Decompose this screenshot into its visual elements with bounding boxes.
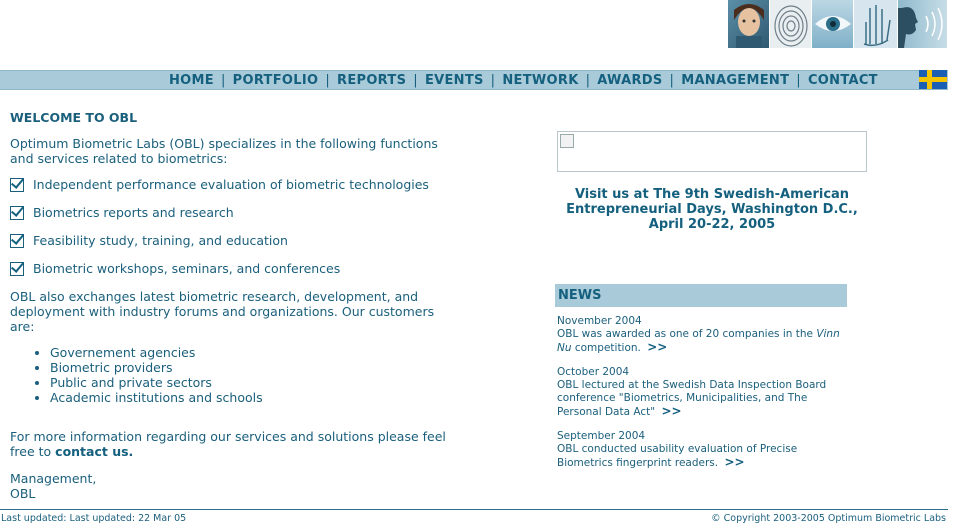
news-text: OBL lectured at the Swedish Data Inspection Board conference "Biometrics, Municipalities, and The Personal Data Act" >> [557, 379, 827, 418]
news-item [557, 430, 849, 470]
services-list [10, 177, 460, 276]
news-date: September 2004 [557, 430, 646, 442]
nav-separator: | [585, 73, 591, 88]
customers-list [10, 345, 460, 405]
service-item [10, 205, 460, 220]
eye-image [812, 0, 854, 48]
contact-us-link[interactable]: contact us. [55, 444, 134, 459]
customer-item: • Public and private sectors [50, 375, 460, 390]
signoff-line1: Management, [10, 471, 97, 486]
nav-separator: | [490, 73, 496, 88]
nav-separator: | [325, 73, 331, 88]
nav-events[interactable]: EVENTS [424, 73, 484, 88]
nav-management[interactable]: MANAGEMENT [681, 73, 790, 88]
more-info-text [10, 429, 460, 459]
news-list [557, 315, 849, 481]
news-item [557, 366, 849, 419]
checkbox-icon [10, 178, 24, 192]
service-item [10, 261, 460, 276]
customer-item: • Biometric providers [50, 360, 460, 375]
nav-reports[interactable]: REPORTS [337, 73, 407, 88]
event-announcement: Visit us at The 9th Swedish-American Entrepreneurial Days, Washington D.C., April 20-22, 2005 [566, 187, 858, 232]
voice-image [898, 0, 948, 48]
nav-awards[interactable]: AWARDS [597, 73, 663, 88]
footer-divider [0, 509, 948, 510]
service-item [10, 177, 460, 192]
fingerprint-image [770, 0, 812, 48]
service-label: Biometric workshops, seminars, and conferences [33, 261, 341, 276]
checkbox-icon [10, 234, 24, 248]
main-content [10, 110, 460, 501]
nav-separator: | [796, 73, 801, 88]
news-header: NEWS [555, 284, 847, 307]
page-title: WELCOME TO OBL [10, 110, 138, 125]
biometric-header-images [728, 0, 948, 48]
nav-separator: | [669, 73, 675, 88]
hand-image [854, 0, 898, 48]
main-nav-bar [0, 70, 948, 90]
news-text: OBL conducted usability evaluation of Precise Biometrics fingerprint readers. >> [557, 443, 798, 469]
news-date: October 2004 [557, 366, 630, 378]
nav-separator: | [413, 73, 418, 88]
news-more-link[interactable]: >> [724, 455, 745, 469]
nav-network[interactable]: NETWORK [502, 73, 579, 88]
broken-image-icon [560, 134, 574, 148]
last-updated: Last updated: Last updated: 22 Mar 05 [1, 513, 187, 524]
news-date: November 2004 [557, 315, 642, 327]
nav-portfolio[interactable]: PORTFOLIO [232, 73, 319, 88]
signoff-line2: OBL [10, 486, 36, 501]
nav-contact[interactable]: CONTACT [807, 73, 878, 88]
news-item [557, 315, 849, 355]
news-text: OBL was awarded as one of 20 companies in the Vinn Nu competition. >> [557, 328, 840, 354]
customer-item: • Governement agencies [50, 345, 460, 360]
more-info-prefix: For more information regarding our services and solutions please feel free to [10, 429, 446, 459]
checkbox-icon [10, 262, 24, 276]
intro-text: Optimum Biometric Labs (OBL) specializes in the following functions and services related to biometrics: [10, 136, 438, 166]
exchange-text: OBL also exchanges latest biometric research, development, and deployment with industry forums and organizations. Our customers are: [10, 289, 435, 334]
service-label: Biometrics reports and research [33, 205, 234, 220]
signoff [10, 471, 460, 501]
face-photo [728, 0, 770, 48]
service-label: Independent performance evaluation of biometric technologies [33, 177, 429, 192]
copyright: © Copyright 2003-2005 Optimum Biometric Labs [711, 513, 946, 524]
service-label: Feasibility study, training, and education [33, 233, 288, 248]
swedish-flag-icon[interactable] [919, 70, 947, 89]
news-more-link[interactable]: >> [647, 340, 668, 354]
nav-list [163, 73, 884, 88]
nav-home[interactable]: HOME [169, 73, 214, 88]
news-more-link[interactable]: >> [661, 404, 682, 418]
customer-item: • Academic institutions and schools [50, 390, 460, 405]
event-banner-image[interactable] [557, 131, 867, 172]
checkbox-icon [10, 206, 24, 220]
nav-separator: | [220, 73, 226, 88]
service-item [10, 233, 460, 248]
